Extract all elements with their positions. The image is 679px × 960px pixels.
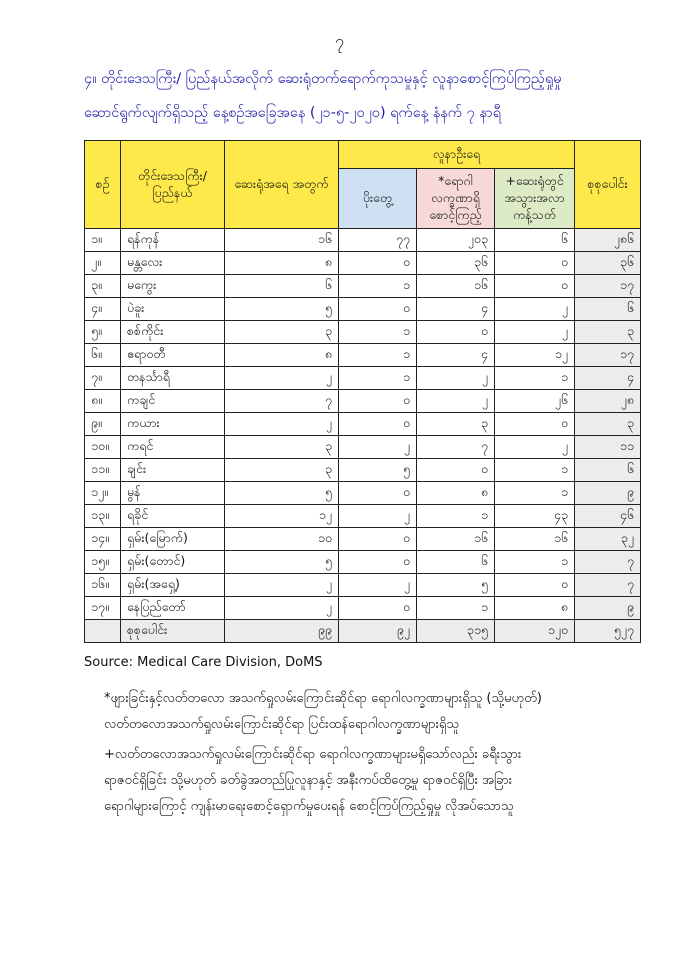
region-cell: မွန် xyxy=(121,482,225,505)
row-total-cell: ၂၈ xyxy=(575,390,641,413)
hospital-count-cell: ၃ xyxy=(225,321,339,344)
observed-cell: ၂၆ xyxy=(495,390,575,413)
row-total-cell: ၇ xyxy=(575,574,641,597)
table-row xyxy=(85,413,641,436)
region-cell: ရခိုင် xyxy=(121,505,225,528)
hospital-count-cell: ၇ xyxy=(225,390,339,413)
hospital-count-cell: ၂ xyxy=(225,574,339,597)
observed-cell: ၆ xyxy=(495,229,575,252)
hospital-count-cell: ၈ xyxy=(225,252,339,275)
table-row xyxy=(85,482,641,505)
row-total-cell: ၃၆ xyxy=(575,252,641,275)
table-row xyxy=(85,229,641,252)
positive-cell: ၁ xyxy=(339,321,417,344)
total-positive-cell: ၉၂ xyxy=(339,620,417,643)
footnote-star-line-1: *ဖျားခြင်းနှင့်လတ်တလော အသက်ရှုလမ်းကြောင်းဆိုင်ရာ ရောဂါလက္ခဏာများရှိသူ (သို့မဟုတ်) xyxy=(104,691,542,706)
observed-cell: ၂ xyxy=(495,436,575,459)
positive-cell: ၀ xyxy=(339,551,417,574)
footnote-plus-line-2: ရာဇဝင်ရှိခြင်း သို့မဟုတ် ခတ်ခွဲအတည်ပြုလူနာနှင့် အနီးကပ်ထိတွေ့မှု ရာဇဝင်ရှိပြီး အခြား xyxy=(104,773,513,788)
table-row xyxy=(85,298,641,321)
row-total-cell: ၃၂ xyxy=(575,528,641,551)
positive-cell: ၀ xyxy=(339,252,417,275)
suspected-cell: ၅ xyxy=(417,574,495,597)
suspected-cell: ၇ xyxy=(417,436,495,459)
suspected-cell: ၁ xyxy=(417,597,495,620)
row-number-cell: ၁၇။ xyxy=(85,597,121,620)
row-number-cell: ၈။ xyxy=(85,390,121,413)
row-total-cell: ၃ xyxy=(575,321,641,344)
total-row xyxy=(85,620,641,643)
observed-cell: ၁ xyxy=(495,551,575,574)
suspected-cell: ၂ xyxy=(417,367,495,390)
report-title-line-1: ၄။ တိုင်းဒေသကြီး/ ပြည်နယ်အလိုက် ဆေးရုံတက်ရောက်ကုသမှုနှင့် လူနာစောင့်ကြပ်ကြည့်ရှုမှု xyxy=(84,71,562,87)
suspected-cell: ၃၆ xyxy=(417,252,495,275)
row-number-cell: ၄။ xyxy=(85,298,121,321)
hospital-count-cell: ၂ xyxy=(225,597,339,620)
region-cell: ဧရာဝတီ xyxy=(121,344,225,367)
footnote-star-line-2: လတ်တလောအသက်ရှုလမ်းကြောင်းဆိုင်ရာ ပြင်းထန်ရောဂါလက္ခဏာများရှိသူ xyxy=(104,717,459,732)
row-total-cell: ၃ xyxy=(575,413,641,436)
footnote-plus-line-1: +လတ်တလောအသက်ရှုလမ်းကြောင်းဆိုင်ရာ ရောဂါလက္ခဏာများမရှိသော်လည်း ခရီးသွား xyxy=(104,747,522,762)
header-no: စဉ် xyxy=(85,141,121,229)
grand-total-cell: ၅၂၇ xyxy=(575,620,641,643)
region-cell: ကရင် xyxy=(121,436,225,459)
suspected-cell: ၃ xyxy=(417,413,495,436)
total-label-cell: စုစုပေါင်း xyxy=(121,620,225,643)
suspected-cell: ၂ xyxy=(417,390,495,413)
positive-cell: ၁ xyxy=(339,275,417,298)
positive-cell: ၁ xyxy=(339,367,417,390)
hospital-count-cell: ၁၆ xyxy=(225,229,339,252)
row-total-cell: ၆ xyxy=(575,298,641,321)
total-suspected-cell: ၃၁၅ xyxy=(417,620,495,643)
region-cell: ရှမ်း(တောင်) xyxy=(121,551,225,574)
hospital-count-cell: ၅ xyxy=(225,482,339,505)
total-row-blank-cell xyxy=(85,620,121,643)
row-number-cell: ၁၀။ xyxy=(85,436,121,459)
table-row xyxy=(85,436,641,459)
observed-cell: ၄၃ xyxy=(495,505,575,528)
row-total-cell: ၂၈၆ xyxy=(575,229,641,252)
row-number-cell: ၂။ xyxy=(85,252,121,275)
table-row xyxy=(85,252,641,275)
region-cell: တနင်္သာရီ xyxy=(121,367,225,390)
row-total-cell: ၁၁ xyxy=(575,436,641,459)
hospital-count-cell: ၁၀ xyxy=(225,528,339,551)
region-cell: ကယား xyxy=(121,413,225,436)
positive-cell: ၁ xyxy=(339,344,417,367)
row-number-cell: ၁၁။ xyxy=(85,459,121,482)
hospital-cases-table xyxy=(84,140,641,643)
header-suspected: *ရောဂါ လက္ခဏာရှိ စောင့်ကြည့် xyxy=(417,169,495,229)
hospital-count-cell: ၃ xyxy=(225,436,339,459)
observed-cell: ၁ xyxy=(495,367,575,390)
hospital-count-cell: ၂ xyxy=(225,413,339,436)
header-total: စုစုပေါင်း xyxy=(575,141,641,229)
region-cell: မကွေး xyxy=(121,275,225,298)
suspected-cell: ၁ xyxy=(417,505,495,528)
positive-cell: ၀ xyxy=(339,390,417,413)
observed-cell: ၁ xyxy=(495,482,575,505)
table-row xyxy=(85,459,641,482)
total-hospitals-cell: ၉၉ xyxy=(225,620,339,643)
region-cell: နေပြည်တော် xyxy=(121,597,225,620)
header-patients-group: လူနာဦးရေ xyxy=(339,141,575,169)
observed-cell: ၁ xyxy=(495,459,575,482)
region-cell: မန္တလေး xyxy=(121,252,225,275)
row-number-cell: ၁၂။ xyxy=(85,482,121,505)
positive-cell: ၀ xyxy=(339,482,417,505)
suspected-cell: ၆ xyxy=(417,551,495,574)
table-row xyxy=(85,321,641,344)
row-number-cell: ၁၆။ xyxy=(85,574,121,597)
positive-cell: ၀ xyxy=(339,413,417,436)
hospital-count-cell: ၅ xyxy=(225,298,339,321)
row-number-cell: ၉။ xyxy=(85,413,121,436)
row-total-cell: ၄ xyxy=(575,367,641,390)
row-number-cell: ၁၅။ xyxy=(85,551,121,574)
hospital-count-cell: ၆ xyxy=(225,275,339,298)
source-citation: Source: Medical Care Division, DoMS xyxy=(84,655,323,670)
table-row xyxy=(85,505,641,528)
observed-cell: ၈ xyxy=(495,597,575,620)
table-row xyxy=(85,275,641,298)
observed-cell: ၂ xyxy=(495,298,575,321)
total-observed-cell: ၁၂၀ xyxy=(495,620,575,643)
table-row xyxy=(85,528,641,551)
region-cell: ကချင် xyxy=(121,390,225,413)
row-number-cell: ၇။ xyxy=(85,367,121,390)
suspected-cell: ၄ xyxy=(417,344,495,367)
table-row xyxy=(85,367,641,390)
suspected-cell: ၈ xyxy=(417,482,495,505)
row-total-cell: ၁၇ xyxy=(575,344,641,367)
suspected-cell: ၀ xyxy=(417,321,495,344)
positive-cell: ၂ xyxy=(339,436,417,459)
region-cell: ပဲခူး xyxy=(121,298,225,321)
row-total-cell: ၉ xyxy=(575,482,641,505)
row-total-cell: ၄၆ xyxy=(575,505,641,528)
positive-cell: ၀ xyxy=(339,597,417,620)
positive-cell: ၀ xyxy=(339,298,417,321)
region-cell: ချင်း xyxy=(121,459,225,482)
footnote-plus-line-3: ရောဂါများကြောင့် ကျန်းမာရေးစောင့်ရှောက်မှုပေးရန် စောင့်ကြပ်ကြည့်ရှုမှု လိုအပ်သောသူ xyxy=(104,799,514,814)
positive-cell: ၇၇ xyxy=(339,229,417,252)
hospital-count-cell: ၃ xyxy=(225,459,339,482)
positive-cell: ၂ xyxy=(339,505,417,528)
header-hospital-count: ဆေးရုံအရေ အတွက် xyxy=(225,141,339,229)
table-row xyxy=(85,390,641,413)
positive-cell: ၂ xyxy=(339,574,417,597)
row-number-cell: ၆။ xyxy=(85,344,121,367)
row-number-cell: ၁၃။ xyxy=(85,505,121,528)
observed-cell: ၁၆ xyxy=(495,528,575,551)
region-cell: ရန်ကုန် xyxy=(121,229,225,252)
observed-cell: ၀ xyxy=(495,413,575,436)
suspected-cell: ၀ xyxy=(417,459,495,482)
observed-cell: ၀ xyxy=(495,574,575,597)
hospital-count-cell: ၁၂ xyxy=(225,505,339,528)
observed-cell: ၀ xyxy=(495,275,575,298)
row-total-cell: ၁၇ xyxy=(575,275,641,298)
row-total-cell: ၆ xyxy=(575,459,641,482)
table-row xyxy=(85,344,641,367)
header-region: တိုင်းဒေသကြီး/ ပြည်နယ် xyxy=(121,141,225,229)
suspected-cell: ၄ xyxy=(417,298,495,321)
suspected-cell: ၁၆ xyxy=(417,275,495,298)
hospital-count-cell: ၅ xyxy=(225,551,339,574)
region-cell: ရှမ်း(အရှေ့) xyxy=(121,574,225,597)
row-number-cell: ၅။ xyxy=(85,321,121,344)
header-observed: +ဆေးရုံတွင် အသွားအလာ ကန့်သတ် xyxy=(495,169,575,229)
positive-cell: ၀ xyxy=(339,528,417,551)
page-number: ၇ xyxy=(335,31,344,50)
suspected-cell: ၂၀၃ xyxy=(417,229,495,252)
region-cell: စစ်ကိုင်း xyxy=(121,321,225,344)
table-row xyxy=(85,574,641,597)
header-positive: ပိုးတွေ့ xyxy=(339,169,417,229)
row-total-cell: ၇ xyxy=(575,551,641,574)
suspected-cell: ၁၆ xyxy=(417,528,495,551)
row-number-cell: ၃။ xyxy=(85,275,121,298)
table-row xyxy=(85,551,641,574)
positive-cell: ၅ xyxy=(339,459,417,482)
observed-cell: ၀ xyxy=(495,252,575,275)
table-body xyxy=(85,229,641,643)
region-cell: ရှမ်း(မြောက်) xyxy=(121,528,225,551)
report-title-line-2: ဆောင်ရွက်လျက်ရှိသည့် နေ့စဉ်အခြေအနေ (၂၁-၅-၂၀၂၀) ရက်နေ့ နံနက် ၇ နာရီ xyxy=(84,105,502,121)
hospital-count-cell: ၈ xyxy=(225,344,339,367)
row-number-cell: ၁။ xyxy=(85,229,121,252)
hospital-count-cell: ၂ xyxy=(225,367,339,390)
observed-cell: ၂ xyxy=(495,321,575,344)
row-total-cell: ၉ xyxy=(575,597,641,620)
observed-cell: ၁၂ xyxy=(495,344,575,367)
row-number-cell: ၁၄။ xyxy=(85,528,121,551)
table-row xyxy=(85,597,641,620)
